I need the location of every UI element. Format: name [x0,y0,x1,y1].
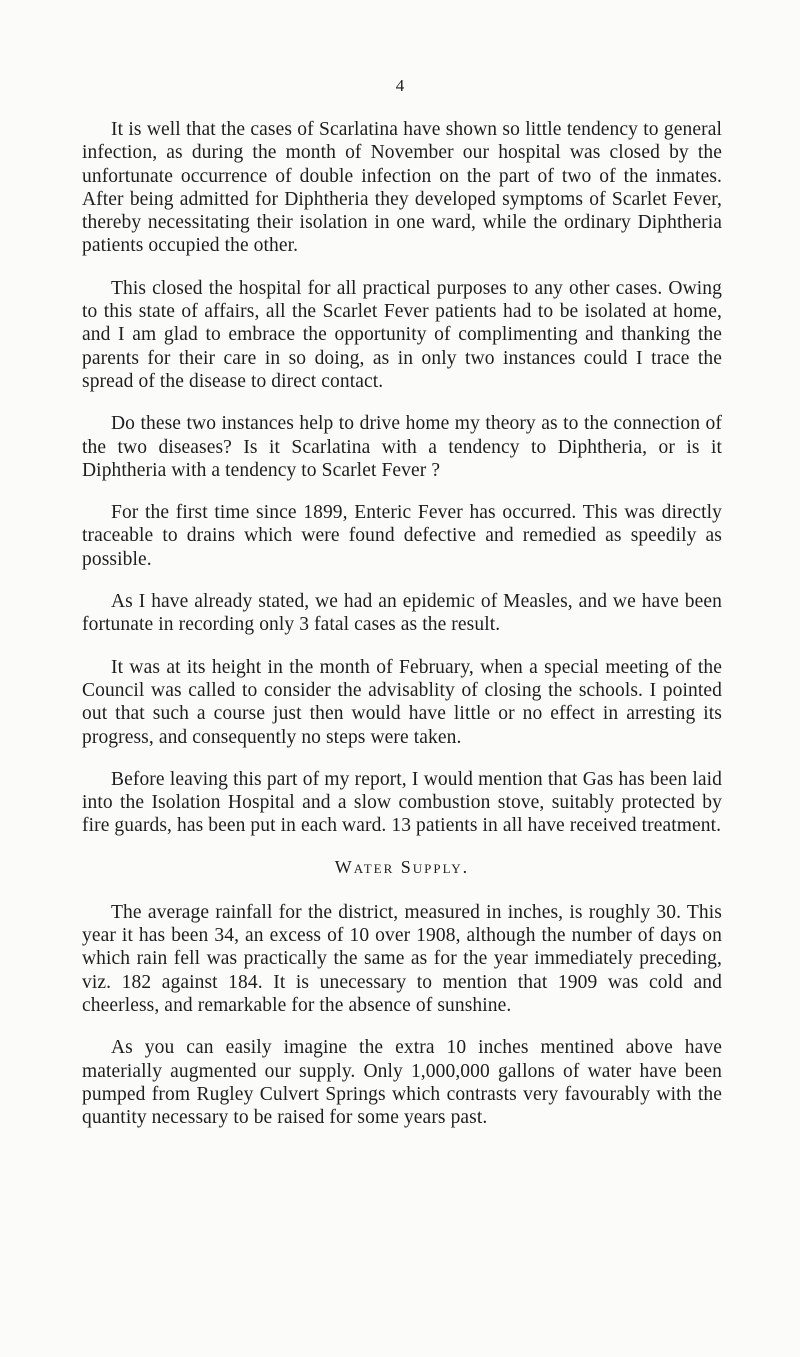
body-text [82,118,722,1148]
page-number: 4 [395,76,405,95]
section-heading-water-supply: Water Supply. [334,856,470,877]
paragraph-hospital-closed: This closed the hospital for all practical purposes to any other cases. Owing to this state of affairs, all the Scarlet Fever patients had to be isolated at home, and I am glad to embrace the opportunity of complimenting and thanking the parents for their care in so doing, as in only two instances could I trace the spread of the disease to direct contact. [82,277,722,392]
paragraph-water-pumped: As you can easily imagine the extra 10 inches mentined above have materially augmented our supply. Only 1,000,000 gallons of water have been pumped from Rugley Culvert Springs which contrasts very favourably with the quantity necessary to be raised for some years past. [82,1037,722,1129]
paragraph-council-meeting: It was at its height in the month of February, when a special meeting of the Council was called to consider the advisablity of closing the schools. I pointed out that such a course just then would have little or no effect in arresting its progress, and consequently no steps were taken. [82,656,722,748]
paragraph-theory-question: Do these two instances help to drive home my theory as to the connection of the two diseases? Is it Scarlatina with a tendency to Diphtheria, or is it Diphtheria with a tendency to Scarlet Fever ? [82,413,722,481]
paragraph-enteric-fever: For the first time since 1899, Enteric Fever has occurred. This was directly traceable to drains which were found defective and remedied as speedily as possible. [82,502,722,570]
paragraph-scarlatina-infection: It is well that the cases of Scarlatina have shown so little tendency to general infection, as during the month of November our hospital was closed by the unfortunate occurrence of double infection on the part of two of the inmates. After being admitted for Diphtheria they developed symptoms of Scarlet Fever, thereby necessitating their isolation in one ward, while the ordinary Diphtheria patients occupied the other. [82,119,722,257]
paragraph-rainfall: The average rainfall for the district, measured in inches, is roughly 30. This year it has been 34, an excess of 10 over 1908, although the number of days on which rain fell was practically the same as for the year immediately preceding, viz. 182 against 184. It is unecessary to mention that 1909 was cold and cheerless, and remarkable for the absence of sunshine. [82,901,722,1016]
paragraph-measles-epidemic: As I have already stated, we had an epidemic of Measles, and we have been fortunate in recording only 3 fatal cases as the result. [82,591,722,636]
paragraph-isolation-hospital: Before leaving this part of my report, I would mention that Gas has been laid into the Isolation Hospital and a slow combustion stove, suitably protected by fire guards, has been put in each ward. 13 patients in all have received treatment. [82,768,722,837]
